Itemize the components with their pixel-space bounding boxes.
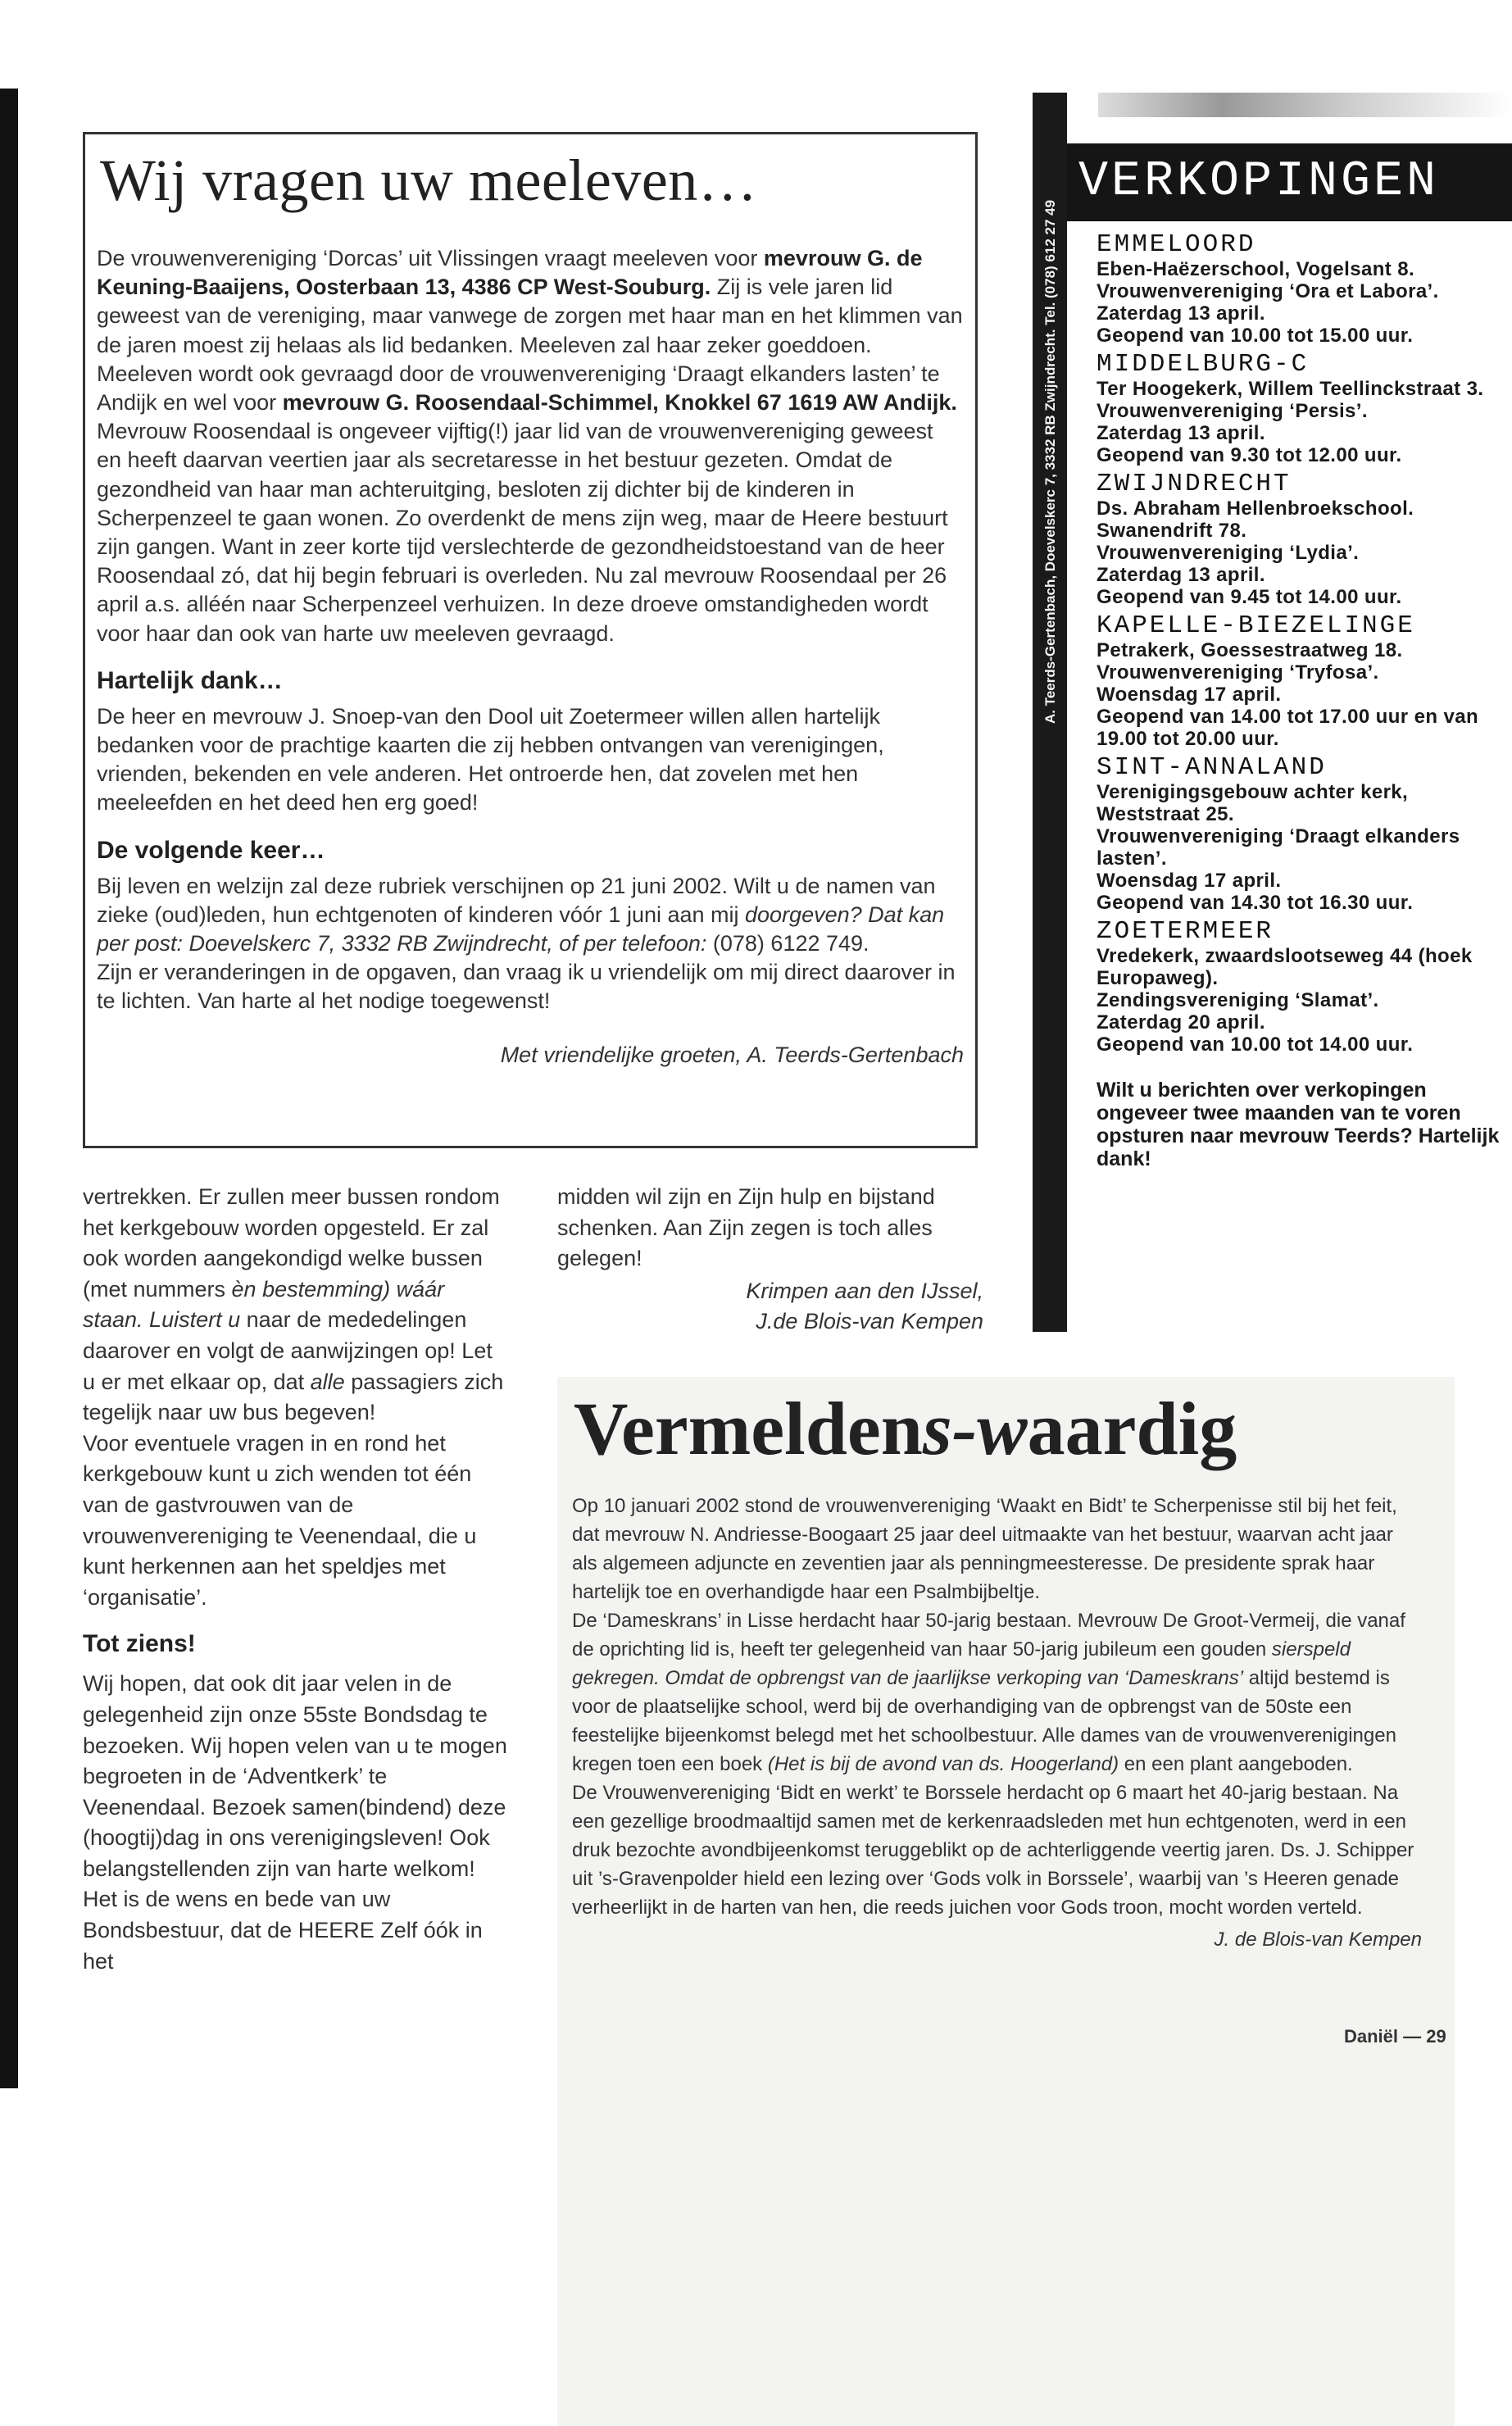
verm-signature: J. de Blois-van Kempen bbox=[1214, 1929, 1422, 1951]
page-footer: Daniël — 29 bbox=[1344, 2026, 1446, 2047]
verkoping-location: Vredekerk, zwaardslootseweg 44 (hoek Europaweg). bbox=[1097, 945, 1473, 989]
verm-paragraph-3: De Vrouwenvereniging ‘Bidt en werkt’ te Borssele herdacht op 6 maart het 40-jarig bestaan. Na een gezellige broodmaaltijd samen met de kerkenraadsleden met hun echtgenoten, werd in een druk bezochte avondbijeenkomst teruggeblikt op de achterliggende veertig jaren. Ds. J. Schipper uit ’s-Gravenpolder hield een lezing over ‘Gods volk in Borssele’, waarbij van ’s Heeren genade verheerlijkt in de harten van hen, die reeds juichen voor Gods troon, mocht worden verteld. bbox=[572, 1782, 1414, 1919]
verkopingen-heading: VERKOPINGEN bbox=[1067, 143, 1512, 221]
p2-text-rest: Mevrouw Roosendaal is ongeveer vijftig(!) jaar lid van de vrouwenvereniging geweest en heeft daarvan veertien jaar als secretaresse in het bestuur gezeten. Omdat de gezondheid van haar man achteruitging, besloten zij dichter bij de kinderen in Scherpenzeel te gaan wonen. Zo overdenkt de mens zijn weg, maar de Heere bestuurt zijn gangen. Want in zeer korte tijd verslechterde de gezondheidstoestand van de heer Roosendaal zó, dat hij begin februari is overleden. Nu zal mevrouw Roosendaal per 26 april a.s. alléén naar Scherpenzeel verhuizen. In deze droeve omstandigheden wordt voor haar dan ook van harte uw meeleven gevraagd. bbox=[97, 419, 948, 646]
col1-text-e: passagiers zich tegelijk naar uw bus begeven! bbox=[83, 1369, 504, 1425]
bondsdag-column-2 bbox=[557, 1182, 983, 1338]
verkoping-date: Zaterdag 13 april. bbox=[1097, 564, 1265, 586]
volgende-keer-heading: De volgende keer… bbox=[97, 836, 325, 864]
bondsdag-paragraph-1 bbox=[83, 1182, 509, 1429]
verkoping-entry bbox=[1097, 232, 1510, 347]
bondsdag-closing: midden wil zijn en Zijn hulp en bijstand schenken. Aan Zijn zegen is toch alles gelegen! bbox=[557, 1184, 935, 1271]
verm-p2-c: altijd bestemd is voor de plaatselijke school, werd bij de overhandiging van de opbrengst van de 50ste een feestelijke bijeenkomst belegd met het schoolbestuur. Alle dames van de vrouwenverenigingen kregen toen een boek bbox=[572, 1667, 1396, 1775]
verkoping-place: ZOETERMEER bbox=[1097, 917, 1274, 946]
verkoping-organizer: Vrouwenvereniging ‘Draagt elkanders lasten’. bbox=[1097, 825, 1460, 870]
verkoping-location: Ter Hoogekerk, Willem Teellinckstraat 3. bbox=[1097, 378, 1484, 400]
meeleven-article-box bbox=[83, 132, 978, 1148]
meeleven-title: Wij vragen uw meeleven… bbox=[100, 148, 758, 213]
verkoping-place: EMMELOORD bbox=[1097, 230, 1256, 259]
verm-p2-a: De ‘Dameskrans’ in Lisse herdacht haar 50-jarig bestaan. Mevrouw De Groot-Vermeij, die vanaf de oprichting lid is, heeft ter gelegenheid van haar 50-jarig jubileum een gouden bbox=[572, 1610, 1405, 1660]
tot-ziens-heading: Tot ziens! bbox=[83, 1630, 196, 1658]
contact-strip bbox=[1033, 93, 1067, 1332]
verkoping-entry bbox=[1097, 613, 1510, 750]
contact-strip-text: A. Teerds-Gertenbach, Doevelskerc 7, 3332 RB Zwijndrecht. Tel. (078) 612 27 49 bbox=[1042, 199, 1058, 724]
verm-p2-d: (Het is bij de avond van ds. Hoogerland) bbox=[767, 1753, 1119, 1775]
p1-address: mevrouw G. de Keuning-Baaijens, Oosterbaan 13, 4386 CP West-Souburg. bbox=[97, 246, 923, 300]
volgende-address: doorgeven? Dat kan per post: Doevelskerc 7, 3332 RB Zwijndrecht, of per telefoon: bbox=[97, 902, 945, 956]
meeleven-paragraph-2 bbox=[97, 360, 964, 648]
verkoping-entry bbox=[1097, 471, 1510, 608]
verkoping-organizer: Vrouwenvereniging ‘Ora et Labora’. bbox=[1097, 280, 1439, 302]
dank-heading: Hartelijk dank… bbox=[97, 666, 283, 694]
verkoping-place: KAPELLE-BIEZELINGE bbox=[1097, 611, 1415, 640]
p1-text-rest: Zij is vele jaren lid geweest van de vereniging, maar vanwege de zorgen met haar man en het klimmen van de jaren moest zij helaas als lid bedanken. Meeleven zal haar zeker goeddoen. bbox=[97, 275, 963, 357]
verkoping-hours: Geopend van 9.30 tot 12.00 uur. bbox=[1097, 444, 1402, 466]
p2-address: mevrouw G. Roosendaal-Schimmel, Knokkel 67 1619 AW Andijk. bbox=[282, 390, 957, 416]
verkopingen-column bbox=[1033, 93, 1512, 1332]
verkoping-place: MIDDELBURG-C bbox=[1097, 350, 1310, 379]
title-part-a: Vermelden bbox=[574, 1387, 923, 1470]
verkoping-date: Zaterdag 13 april. bbox=[1097, 302, 1265, 325]
verkoping-organizer: Vrouwenvereniging ‘Lydia’. bbox=[1097, 542, 1360, 564]
p1-text: De vrouwenvereniging ‘Dorcas’ uit Vlissingen vraagt meeleven voor bbox=[97, 246, 764, 270]
bondsdag-paragraph-3: Wij hopen, dat ook dit jaar velen in de gelegenheid zijn onze 55ste Bondsdag te bezoeken. Wij hopen velen van u te mogen begroeten in de ‘Adventkerk’ te Veenendaal. Bezoek samen(bindend) deze (hoogtij)dag in ons verenigingsleven! Ook belangstellenden zijn van harte welkom! bbox=[83, 1671, 507, 1881]
verm-paragraph-1: Op 10 januari 2002 stond de vrouwenvereniging ‘Waakt en Bidt’ te Scherpenisse stil bij het feit, dat mevrouw N. Andriesse-Boogaart 25 jaar deel uitmaakte van het bestuur, waarvan acht jaar als algemeen adjuncte en zeventien jaar als penningmeesteresse. De presidente sprak haar hartelijk toe en overhandigde haar een Psalmbijbeltje. bbox=[572, 1495, 1397, 1603]
bondsdag-paragraph-4: Het is de wens en bede van uw Bondsbestuur, dat de HEERE Zelf óók in het bbox=[83, 1887, 483, 1974]
verkoping-hours: Geopend van 10.00 tot 14.00 uur. bbox=[1097, 1034, 1414, 1056]
verkoping-hours: Geopend van 14.00 tot 17.00 uur en van 19.00 tot 20.00 uur. bbox=[1097, 706, 1479, 750]
title-part-b: s-w bbox=[922, 1387, 1028, 1470]
verkoping-organizer: Vrouwenvereniging ‘Tryfosa’. bbox=[1097, 661, 1379, 684]
bondsdag-paragraph-2: Voor eventuele vragen in en rond het kerkgebouw kunt u zich wenden tot één van de gastvrouwen van de vrouwenvereniging te Veenendaal, die u kunt herkennen aan het speldjes met ‘organisatie’. bbox=[83, 1430, 477, 1610]
verkoping-place: SINT-ANNALAND bbox=[1097, 753, 1327, 782]
verm-p2-b: sierspeld gekregen. Omdat de opbrengst van de jaarlijkse verkoping van ‘Dameskrans’ bbox=[572, 1638, 1351, 1689]
volgende-text: Bij leven en welzijn zal deze rubriek verschijnen op 21 juni 2002. Wilt u de namen van zieke (oud)leden, hun echtgenoten of kinderen vóór 1 juni aan mij bbox=[97, 873, 936, 927]
bondsdag-sig-name: J.de Blois-van Kempen bbox=[756, 1309, 983, 1334]
vermeldenswaardig-section bbox=[557, 1377, 1455, 2426]
meeleven-signoff: Met vriendelijke groeten, A. Teerds-Gertenbach bbox=[500, 1042, 964, 1067]
changes-paragraph: Zijn er veranderingen in de opgaven, dan vraag ik u vriendelijk om mij direct daarover in te lichten. Van harte al het nodige toegewenst! bbox=[97, 960, 956, 1014]
dank-paragraph: De heer en mevrouw J. Snoep-van den Dool uit Zoetermeer willen allen hartelijk bedanken voor de prachtige kaarten die zij hebben ontvangen van verenigingen, vrienden, bekenden en vele anderen. Het ontroerde hen, dat zovelen met hen meeleefden en het deed hen erg goed! bbox=[97, 703, 884, 815]
verkoping-date: Zaterdag 13 april. bbox=[1097, 422, 1265, 444]
verkoping-location: Verenigingsgebouw achter kerk, Weststraat 25. bbox=[1097, 781, 1409, 825]
verm-paragraph-2 bbox=[564, 1606, 1455, 1779]
bondsdag-sig-place: Krimpen aan den IJssel, bbox=[746, 1278, 983, 1303]
vermeldenswaardig-title bbox=[574, 1383, 1455, 1474]
verkopingen-note: Wilt u berichten over verkopingen ongeveer twee maanden van te voren opsturen naar mevrouw Teerds? Hartelijk dank! bbox=[1097, 1079, 1500, 1170]
decorative-header-bar bbox=[1098, 93, 1512, 117]
bondsdag-column-1 bbox=[83, 1182, 509, 1977]
title-part-c: aardig bbox=[1027, 1387, 1237, 1470]
verkoping-entry bbox=[1097, 919, 1510, 1056]
verm-p2-e: en een plant aangeboden. bbox=[1119, 1753, 1353, 1775]
col1-text-c: naar de mededelingen daarover en volgt de aanwijzingen op! Let u er met elkaar op, dat bbox=[83, 1307, 493, 1394]
verkoping-organizer: Zendingsvereniging ‘Slamat’. bbox=[1097, 989, 1379, 1011]
verkoping-date: Zaterdag 20 april. bbox=[1097, 1011, 1265, 1034]
verkoping-location: Ds. Abraham Hellenbroekschool. Swanendrift 78. bbox=[1097, 497, 1414, 542]
p2-text: Meeleven wordt ook gevraagd door de vrouwenvereniging ‘Draagt elkanders lasten’ te Andijk en wel voor bbox=[97, 361, 940, 416]
verkopingen-list bbox=[1097, 232, 1510, 1170]
verkoping-date: Woensdag 17 april. bbox=[1097, 870, 1282, 892]
col1-text-d: alle bbox=[310, 1369, 345, 1394]
verkoping-location: Eben-Haëzerschool, Vogelsant 8. bbox=[1097, 258, 1415, 280]
verkoping-organizer: Vrouwenvereniging ‘Persis’. bbox=[1097, 400, 1368, 422]
verkoping-entry bbox=[1097, 755, 1510, 914]
meeleven-paragraph-1 bbox=[97, 244, 964, 360]
verkoping-entry bbox=[1097, 352, 1510, 466]
volgende-phone: (078) 6122 749. bbox=[706, 931, 870, 956]
verkoping-location: Petrakerk, Goessestraatweg 18. bbox=[1097, 639, 1403, 661]
volgende-paragraph bbox=[97, 872, 964, 959]
verkoping-hours: Geopend van 9.45 tot 14.00 uur. bbox=[1097, 586, 1402, 608]
verkoping-date: Woensdag 17 april. bbox=[1097, 684, 1282, 706]
page-spine-bar bbox=[0, 89, 18, 2088]
verkoping-place: ZWIJNDRECHT bbox=[1097, 470, 1292, 498]
verkoping-hours: Geopend van 14.30 tot 16.30 uur. bbox=[1097, 892, 1414, 914]
col1-text-b: èn bestemming) wáár staan. Luistert u bbox=[83, 1276, 445, 1333]
verkoping-hours: Geopend van 10.00 tot 15.00 uur. bbox=[1097, 325, 1414, 347]
col1-text-a: vertrekken. Er zullen meer bussen rondom het kerkgebouw worden opgesteld. Er zal ook worden aangekondigd welke bussen (met nummers bbox=[83, 1184, 500, 1302]
